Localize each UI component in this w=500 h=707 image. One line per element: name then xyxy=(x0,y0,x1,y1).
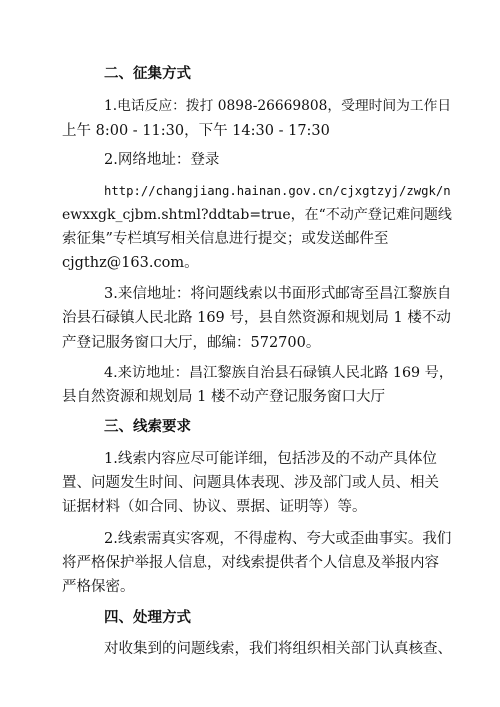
paragraph-line: 4.来访地址：昌江黎族自治县石碌镇人民北路 169 号， xyxy=(104,365,454,381)
paragraph-line: 索征集”专栏填写相关信息进行提交；或发送邮件至 xyxy=(62,231,389,247)
url-line: http://changjiang.hainan.gov.cn/cjxgtzyj/zwgk/n xyxy=(104,184,451,198)
paragraph-line: 2.网络地址：登录 xyxy=(104,152,220,168)
paragraph-line: 严格保密。 xyxy=(62,579,135,595)
paragraph-line: 对收集到的问题线索，我们将组织相关部门认真核查、 xyxy=(104,641,452,657)
email-line: cjgthz@163.com。 xyxy=(62,255,199,271)
section-heading-handling-methods: 四、处理方式 xyxy=(104,610,191,626)
paragraph-line: 2.线索需真实客观，不得虚构、夸大或歪曲事实。我们 xyxy=(104,531,452,547)
paragraph-line: 将严格保护举报人信息，对线索提供者个人信息及举报内容 xyxy=(62,555,439,571)
paragraph-line: 治县石碌镇人民北路 169 号，县自然资源和规划局 1 楼不动 xyxy=(62,310,451,326)
paragraph-line: 证据材料（如合同、协议、票据、证明等）等。 xyxy=(62,499,367,515)
paragraph-line: 县自然资源和规划局 1 楼不动产登记服务窗口大厅 xyxy=(62,389,385,405)
paragraph-line: 置、问题发生时间、问题具体表现、涉及部门或人员、相关 xyxy=(62,475,439,491)
paragraph-line: 1.电话反应：拨打 0898-26669808，受理时间为工作日 xyxy=(104,98,452,114)
section-heading-collection-methods: 二、征集方式 xyxy=(104,66,191,82)
paragraph-line: 产登记服务窗口大厅，邮编：572700。 xyxy=(62,335,321,351)
paragraph-line: 上午 8:00 - 11:30，下午 14:30 - 17:30 xyxy=(62,123,330,139)
section-heading-clue-requirements: 三、线索要求 xyxy=(104,419,191,435)
paragraph-line: ewxxgk_cjbm.shtml?ddtab=true，在“不动产登记难问题线 xyxy=(62,207,452,223)
paragraph-line: 3.来信地址：将问题线索以书面形式邮寄至昌江黎族自 xyxy=(104,286,452,302)
paragraph-line: 1.线索内容应尽可能详细，包括涉及的不动产具体位 xyxy=(104,451,437,467)
